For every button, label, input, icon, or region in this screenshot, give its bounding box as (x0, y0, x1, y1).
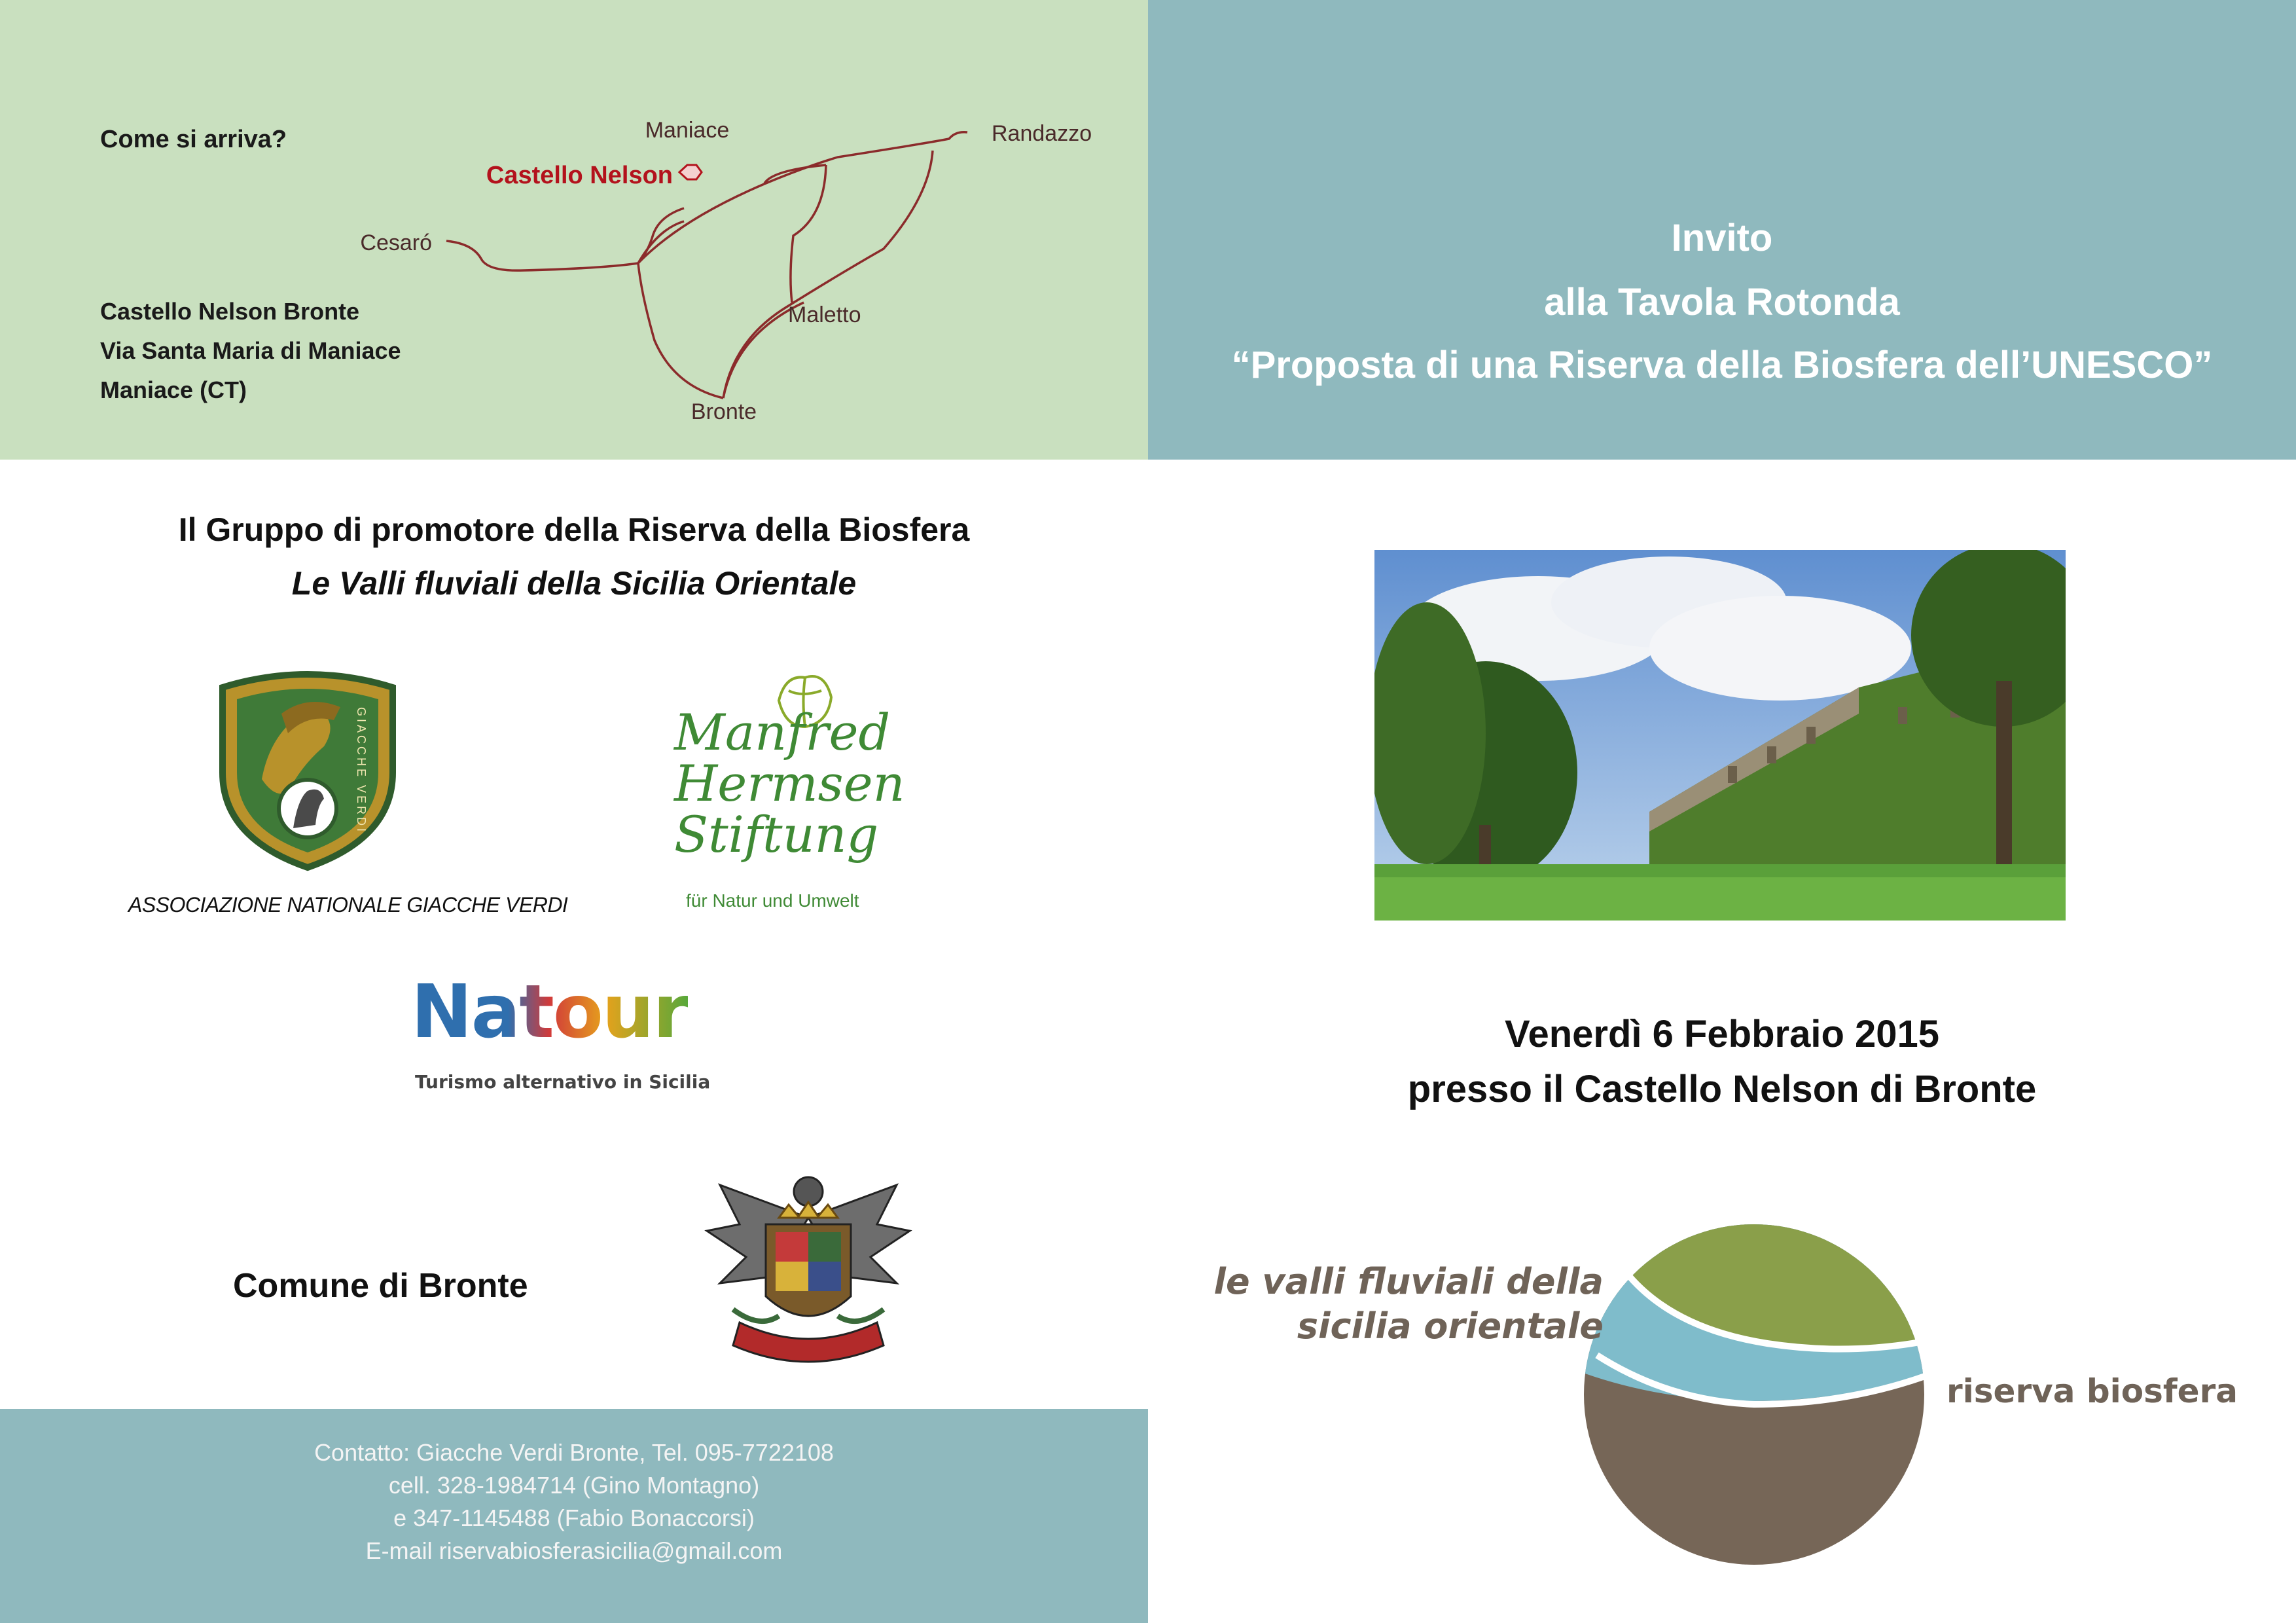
address-block (100, 292, 401, 410)
reserve-logo-line: sicilia orientale (1297, 1305, 1604, 1347)
road-maletto-north (791, 165, 826, 302)
natour-logo: Natour (411, 970, 688, 1055)
shield-text: GIACCHE VERDI (355, 707, 368, 835)
manfred-line: Manfred (674, 703, 891, 761)
address-line: Maniace (CT) (100, 376, 247, 403)
promoters-heading: Il Gruppo di promotore della Riserva della Biosfera (178, 511, 970, 548)
bronte-coat-of-arms-logo (694, 1159, 923, 1381)
manfred-hermsen-logo (674, 703, 905, 864)
manfred-tagline: für Natur und Umwelt (686, 890, 859, 911)
castle-marker-icon (679, 165, 702, 179)
giacche-verdi-shield-logo (209, 668, 406, 877)
map-title: Come si arriva? (100, 126, 287, 153)
reserve-logo-side-text: riserva biosfera (1946, 1372, 2238, 1410)
road-bronte (638, 263, 723, 398)
reserve-logo-text (1211, 1260, 1604, 1349)
promoters-subheading: Le Valli fluviali della Sicilia Orientale (291, 565, 857, 602)
invite-topic: “Proposta di una Riserva della Biosfera dell’UNESCO” (1231, 344, 2213, 386)
riserva-biosfera-logo (1571, 1205, 1937, 1571)
manfred-line: Hermsen (674, 754, 905, 812)
contact-email: E-mail riservabiosferasicilia@gmail.com (365, 1537, 783, 1564)
label-maletto: Maletto (788, 302, 861, 327)
event-location: presso il Castello Nelson di Bronte (1407, 1068, 2037, 1110)
label-bronte: Bronte (691, 399, 757, 424)
label-maniace: Maniace (645, 118, 730, 143)
label-cesaro: Cesaró (360, 230, 432, 255)
reserve-logo-line: le valli fluviali della (1213, 1261, 1604, 1302)
invite-subtitle: alla Tavola Rotonda (1544, 281, 1900, 323)
manfred-line: Stiftung (674, 805, 879, 864)
contact-cell-1: cell. 328-1984714 (Gino Montagno) (388, 1472, 760, 1499)
contact-cell-2: e 347-1145488 (Fabio Bonaccorsi) (393, 1504, 755, 1531)
natour-tagline: Turismo alternativo in Sicilia (415, 1071, 711, 1093)
contact-phone: Contatto: Giacche Verdi Bronte, Tel. 095-7722108 (314, 1439, 834, 1466)
event-date: Venerdì 6 Febbraio 2015 (1504, 1013, 1940, 1055)
label-castello-nelson: Castello Nelson (486, 162, 673, 189)
comune-label: Comune di Bronte (233, 1267, 528, 1305)
invite-title: Invito (1671, 217, 1773, 259)
road-cesaro (446, 241, 638, 270)
label-randazzo: Randazzo (992, 121, 1092, 146)
address-line: Castello Nelson Bronte (100, 298, 360, 325)
castle-photo (1374, 550, 2066, 921)
address-line: Via Santa Maria di Maniace (100, 337, 401, 364)
giacche-verdi-caption: ASSOCIAZIONE NATIONALE GIACCHE VERDI (128, 893, 568, 917)
